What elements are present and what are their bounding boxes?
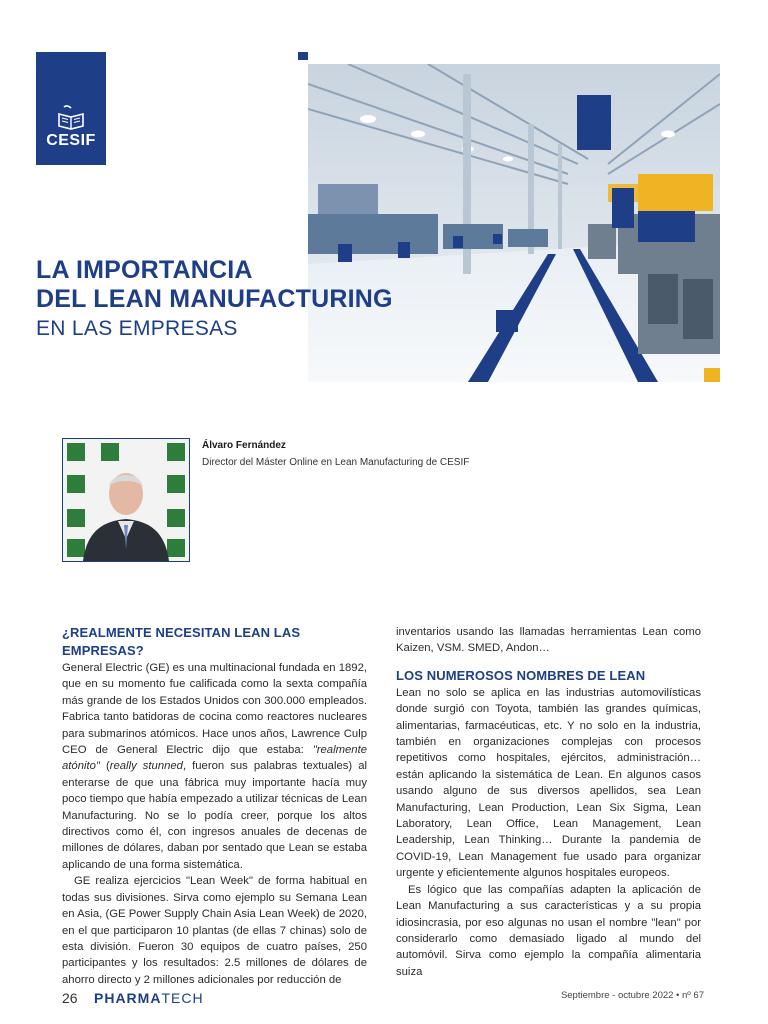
decor-square-navy	[638, 211, 695, 242]
title-line-2: DEL LEAN MANUFACTURING	[36, 285, 393, 313]
author-role: Director del Máster Online en Lean Manufacturing de CESIF	[202, 457, 470, 468]
page-number: 26	[62, 990, 78, 1006]
decor-square-gold	[704, 368, 720, 382]
paragraph: Es lógico que las compañías adapten la aplicación de Lean Manufacturing a sus características y a su propia idiosincrasia, por eso algunas no usan el nombre "lean" por considerarlo como demasiado ligado al mundo del automóvil. Sirva como ejemplo la compañía alimentaria suiza	[396, 883, 701, 978]
title-line-1: LA IMPORTANCIA	[36, 256, 253, 284]
magazine-brand: PHARMATECH	[94, 990, 204, 1006]
english-term: really stunned	[109, 760, 183, 773]
left-column	[62, 624, 367, 988]
article-title	[36, 256, 393, 314]
section-heading: ¿REALMENTE NECESITAN LEAN LAS EMPRESAS?	[62, 625, 301, 658]
paragraph: inventarios usando las llamadas herramientas Lean como Kaizen, VSM. SMED, Andon…	[396, 626, 701, 655]
decor-square-navy	[496, 310, 518, 332]
article-subtitle: EN LAS EMPRESAS	[36, 317, 238, 340]
logo-text: CESIF	[46, 132, 96, 149]
decor-square-gold	[638, 174, 713, 211]
paragraph: General Electric (GE) es una multinacional fundada en 1892, que en su momento fue calificada como la sexta compañía más grande de los Estados Unidos con 300.000 empleados. Fabrica tanto batidoras de cocina como reactores nucleares para submarinos atómicos. Hace unos años, Lawrence Culp CEO de General Electric dijo que estaba: "realmente atónito" (really stunned, fueron sus palabras textuales) al enterarse de que una fábrica muy importante hacía muy poco tiempo que había empezado a utilizar técnicas de Lean Manufacturing. No se lo podía creer, porque los altos directivos como él, con ingresos anuales de decenas de millones de dólares, daban por sentado que Lean se estaba aplicando de una forma sistemática.	[62, 662, 367, 871]
decor-square-navy	[612, 188, 634, 228]
book-icon	[57, 104, 85, 130]
paragraph: GE realiza ejercicios "Lean Week" de forma habitual en todas sus divisiones. Sirva como ejemplo su Semana Lean en Asia, (GE Power Supply Chain Asia Lean Week) de 2020, en el que participaron 10 plantas (de ellas 7 chinas) solo de esta división. Fueron 30 equipos de cuatro países, 250 participantes y los resultados: 2.5 millones de dólares de ahorro directo y 2 millones adicionales por reducción de	[62, 875, 367, 986]
cesif-logo	[36, 52, 106, 165]
right-column	[396, 624, 701, 980]
quote-text: "realmente atónito"	[62, 744, 367, 773]
section-heading: LOS NUMEROSOS NOMBRES DE LEAN	[396, 667, 646, 683]
author-name: Álvaro Fernández	[202, 440, 286, 451]
paragraph: Lean no solo se aplica en las industrias automovilísticas donde surgió con Toyota, también las grandes químicas, alimentarias, farmacéuticas, etc. Y no solo en la industria, también en organizaciones complejas con procesos repetitivos como hospitales, ejércitos, administración… están aplicando la sistemática de Lean. En algunos casos usando alguno de sus diversos apellidos, sea Lean Manufacturing, Lean Production, Lean Six Sigma, Lean Laboratory, Lean Office, Lean Management, Lean Leadership, Lean Thinking… Durante la pandemia de COVID-19, Lean Management fue usado para organizar urgente y eficientemente algunos hospitales europeos.	[396, 686, 701, 880]
decor-square-navy	[298, 52, 308, 60]
author-photo	[62, 438, 190, 562]
decor-square-navy	[577, 95, 611, 150]
issue-info: Septiembre - octubre 2022 • nº 67	[560, 990, 704, 1001]
